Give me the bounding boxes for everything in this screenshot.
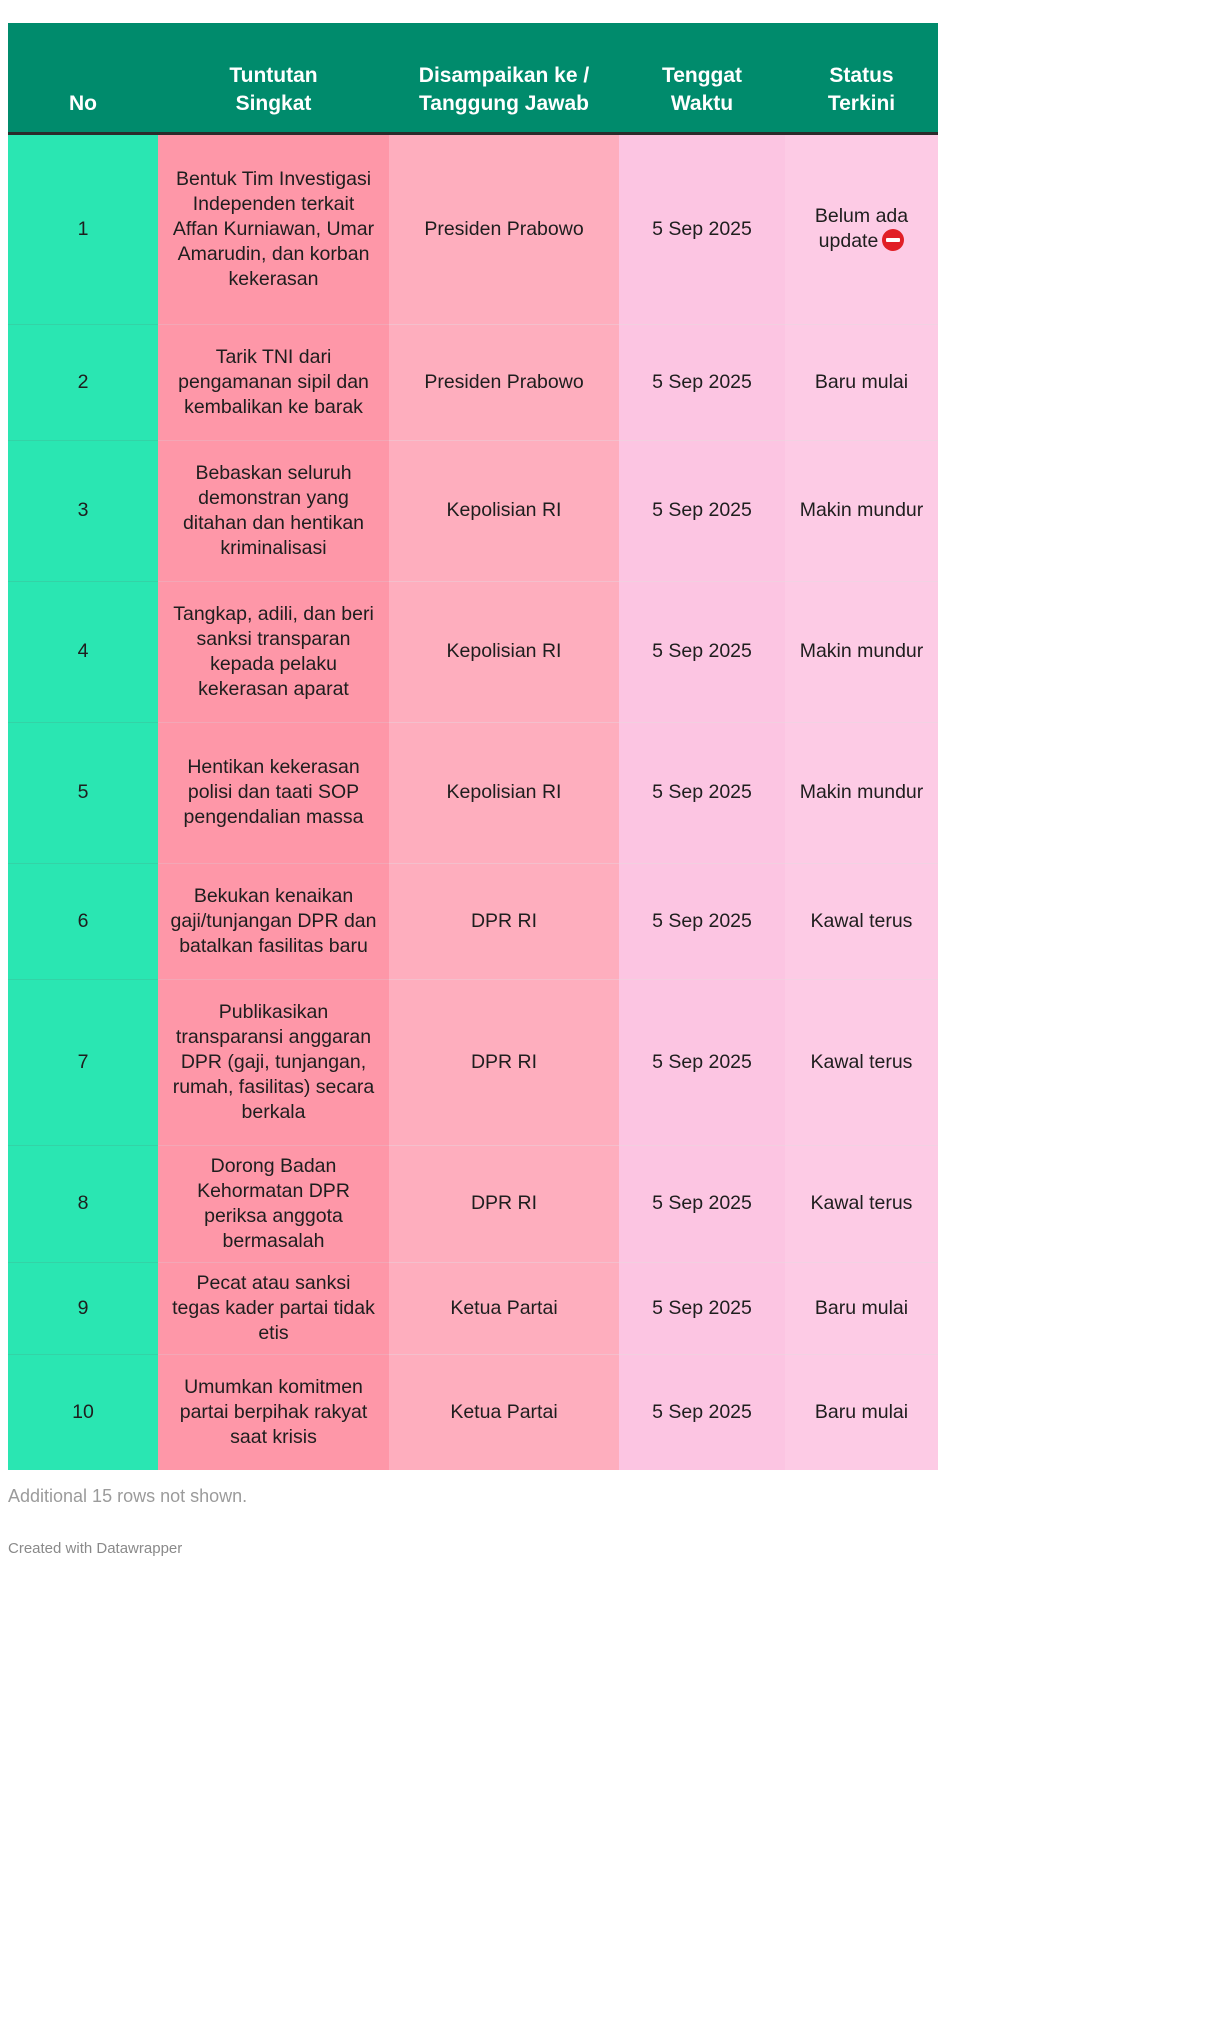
cell-status: Makin mundur bbox=[785, 440, 938, 581]
cell-deadline: 5 Sep 2025 bbox=[619, 1145, 785, 1262]
cell-no: 10 bbox=[8, 1354, 158, 1470]
cell-deadline: 5 Sep 2025 bbox=[619, 979, 785, 1145]
cell-deadline: 5 Sep 2025 bbox=[619, 1354, 785, 1470]
cell-status: Makin mundur bbox=[785, 722, 938, 863]
cell-addressee: DPR RI bbox=[389, 863, 619, 979]
table-row bbox=[8, 722, 938, 863]
cell-no: 2 bbox=[8, 324, 158, 440]
cell-status: Baru mulai bbox=[785, 324, 938, 440]
datawrapper-credit[interactable]: Created with Datawrapper bbox=[8, 1540, 183, 1557]
table-row bbox=[8, 1354, 938, 1470]
cell-status: Makin mundur bbox=[785, 581, 938, 722]
cell-addressee: Presiden Prabowo bbox=[389, 324, 619, 440]
cell-status: Baru mulai bbox=[785, 1354, 938, 1470]
cell-addressee: DPR RI bbox=[389, 1145, 619, 1262]
rows-not-shown-note: Additional 15 rows not shown. bbox=[8, 1486, 248, 1506]
cell-addressee: DPR RI bbox=[389, 979, 619, 1145]
demands-table-container bbox=[8, 23, 938, 1470]
header-deadline: Tenggat Waktu bbox=[619, 23, 785, 133]
table-row bbox=[8, 1262, 938, 1354]
cell-demand: Publikasikan transparansi anggaran DPR (gaji, tunjangan, rumah, fasilitas) secara berkala bbox=[158, 979, 389, 1145]
cell-no: 6 bbox=[8, 863, 158, 979]
header-demand: Tuntutan Singkat bbox=[158, 23, 389, 133]
cell-addressee: Ketua Partai bbox=[389, 1262, 619, 1354]
cell-addressee: Presiden Prabowo bbox=[389, 133, 619, 324]
status-text: Belum ada update bbox=[814, 205, 909, 252]
table-row bbox=[8, 979, 938, 1145]
cell-demand: Bekukan kenaikan gaji/tunjangan DPR dan batalkan fasilitas baru bbox=[158, 863, 389, 979]
no-entry-icon bbox=[882, 229, 904, 251]
header-addressee: Disampaikan ke / Tanggung Jawab bbox=[389, 23, 619, 133]
cell-demand: Umumkan komitmen partai berpihak rakyat saat krisis bbox=[158, 1354, 389, 1470]
table-row bbox=[8, 440, 938, 581]
cell-status: Kawal terus bbox=[785, 979, 938, 1145]
cell-demand: Pecat atau sanksi tegas kader partai tidak etis bbox=[158, 1262, 389, 1354]
cell-deadline: 5 Sep 2025 bbox=[619, 581, 785, 722]
cell-addressee: Kepolisian RI bbox=[389, 722, 619, 863]
cell-deadline: 5 Sep 2025 bbox=[619, 722, 785, 863]
cell-demand: Hentikan kekerasan polisi dan taati SOP pengendalian massa bbox=[158, 722, 389, 863]
table-row bbox=[8, 324, 938, 440]
table-row bbox=[8, 581, 938, 722]
table-row bbox=[8, 133, 938, 324]
table-row bbox=[8, 1145, 938, 1262]
cell-demand: Bebaskan seluruh demonstran yang ditahan dan hentikan kriminalisasi bbox=[158, 440, 389, 581]
cell-demand: Tarik TNI dari pengamanan sipil dan kembalikan ke barak bbox=[158, 324, 389, 440]
cell-status bbox=[785, 133, 938, 324]
cell-deadline: 5 Sep 2025 bbox=[619, 133, 785, 324]
cell-no: 1 bbox=[8, 133, 158, 324]
cell-no: 9 bbox=[8, 1262, 158, 1354]
cell-deadline: 5 Sep 2025 bbox=[619, 324, 785, 440]
cell-no: 4 bbox=[8, 581, 158, 722]
table-row bbox=[8, 863, 938, 979]
cell-no: 3 bbox=[8, 440, 158, 581]
cell-addressee: Kepolisian RI bbox=[389, 440, 619, 581]
cell-addressee: Ketua Partai bbox=[389, 1354, 619, 1470]
cell-deadline: 5 Sep 2025 bbox=[619, 1262, 785, 1354]
cell-status: Baru mulai bbox=[785, 1262, 938, 1354]
table-header bbox=[8, 23, 938, 133]
cell-addressee: Kepolisian RI bbox=[389, 581, 619, 722]
cell-deadline: 5 Sep 2025 bbox=[619, 440, 785, 581]
cell-demand: Bentuk Tim Investigasi Independen terkait Affan Kurniawan, Umar Amarudin, dan korban kekerasan bbox=[158, 133, 389, 324]
cell-deadline: 5 Sep 2025 bbox=[619, 863, 785, 979]
cell-status: Kawal terus bbox=[785, 1145, 938, 1262]
demands-table bbox=[8, 23, 938, 1470]
cell-no: 7 bbox=[8, 979, 158, 1145]
cell-demand: Tangkap, adili, dan beri sanksi transparan kepada pelaku kekerasan aparat bbox=[158, 581, 389, 722]
header-status: Status Terkini bbox=[785, 23, 938, 133]
cell-status: Kawal terus bbox=[785, 863, 938, 979]
cell-no: 5 bbox=[8, 722, 158, 863]
cell-demand: Dorong Badan Kehormatan DPR periksa anggota bermasalah bbox=[158, 1145, 389, 1262]
cell-no: 8 bbox=[8, 1145, 158, 1262]
table-body bbox=[8, 133, 938, 1470]
header-row bbox=[8, 23, 938, 133]
header-no: No bbox=[8, 23, 158, 133]
